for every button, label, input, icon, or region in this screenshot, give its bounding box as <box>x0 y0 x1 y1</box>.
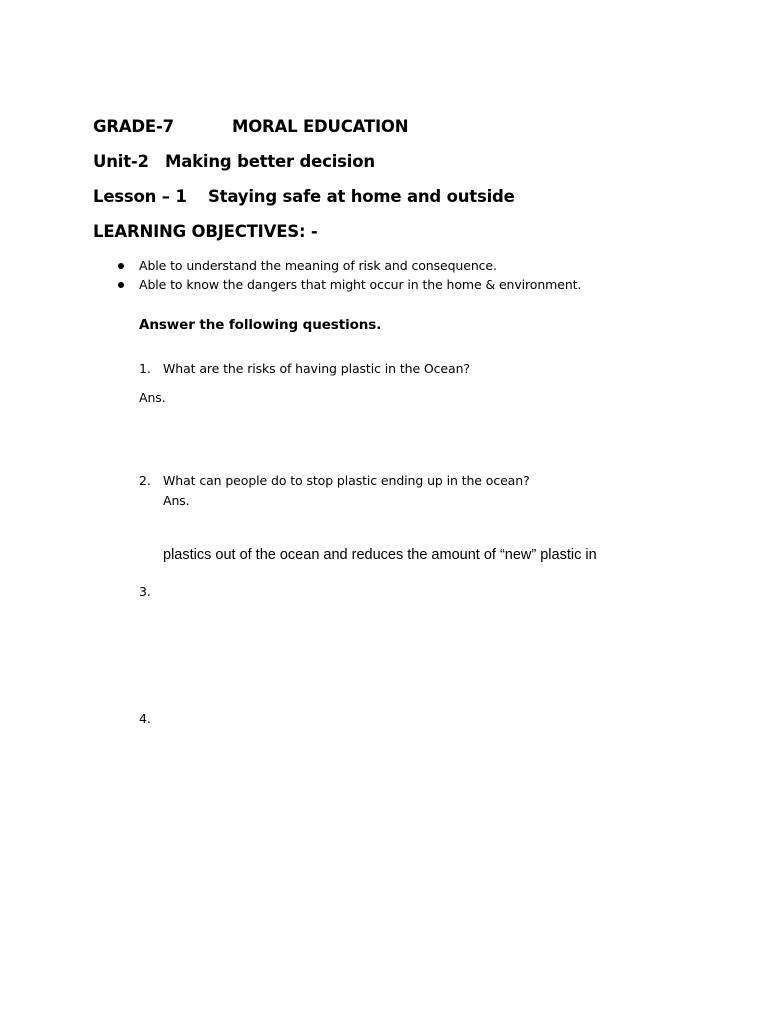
objectives-heading: LEARNING OBJECTIVES: - <box>93 222 318 241</box>
question-number: 2. <box>139 473 151 488</box>
question-number: 3. <box>139 584 151 599</box>
bullet-icon <box>118 282 124 288</box>
question-text: What are the risks of having plastic in the Ocean? <box>163 361 470 376</box>
question-number: 1. <box>139 361 151 376</box>
unit-title: Making better decision <box>165 152 375 171</box>
instructions-heading: Answer the following questions. <box>139 317 382 333</box>
question-text: What can people do to stop plastic ending up in the ocean? <box>163 473 530 488</box>
objective-item: Able to understand the meaning of risk and consequence. <box>139 258 497 273</box>
answer-label: Ans. <box>139 390 166 405</box>
lesson-number: Lesson – 1 <box>93 187 187 206</box>
objective-item: Able to know the dangers that might occur in the home & environment. <box>139 277 582 292</box>
answer-text: plastics out of the ocean and reduces the amount of “new” plastic in <box>163 547 597 563</box>
subject-title: MORAL EDUCATION <box>232 117 409 136</box>
bullet-icon <box>118 263 124 269</box>
unit-number: Unit-2 <box>93 152 149 171</box>
answer-label: Ans. <box>163 493 190 508</box>
question-number: 4. <box>139 711 151 726</box>
lesson-title: Staying safe at home and outside <box>208 187 515 206</box>
grade-label: GRADE-7 <box>93 117 174 136</box>
